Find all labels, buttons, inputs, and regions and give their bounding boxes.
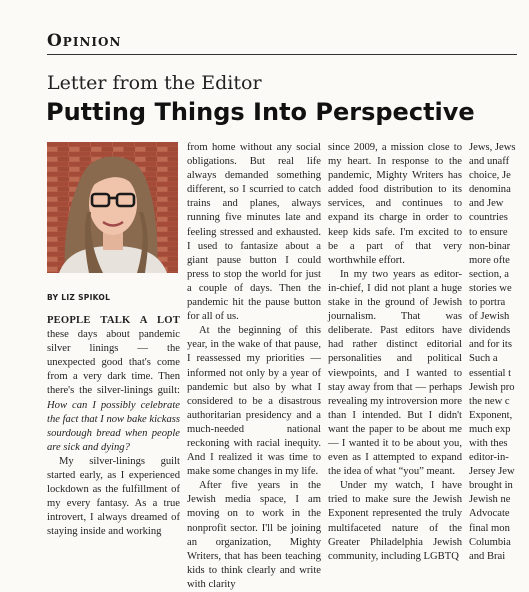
col2-para1: from home without any social obligations. But real life always demanded something different, so I scurried to catch trains and planes, always running five minutes late and feeling stressed and exhausted. I used to fantasize about a giant pause button I could press to stop the world for just a couple of days. Then the pandemic hit the pause button for all of us.: [187, 142, 321, 323]
col1-para1-text: these days about pandemic silver linings — the unexpected good that's come from a very dark time. Then there's the silver-linings guilt:: [47, 329, 180, 397]
section-rule: [47, 54, 517, 55]
col4-line: and for its: [469, 339, 512, 351]
col4-line: dividends: [469, 325, 511, 337]
lead-in: PEOPLE TALK A LOT: [47, 315, 180, 326]
col4-line: stories we: [469, 282, 512, 294]
col4-line: Exponent,: [469, 409, 513, 421]
col4-line: and Brai: [469, 550, 506, 562]
col2-para2: At the beginning of this year, in the wake of that pause, I reassessed my priorities — informed not only by a year of pandemic but also by what I considered to be a disastrous authoritarian presidency and a much-needed national reckoning with racial inequity. And I realized it was time to make some changes in my life.: [187, 325, 321, 478]
col4-line: Jersey Jew: [469, 466, 515, 478]
col4-line: section, a: [469, 268, 510, 280]
col4-line: Columbia: [469, 536, 511, 548]
kicker: Letter from the Editor: [47, 72, 262, 94]
col4-line: countries: [469, 212, 508, 224]
col1-para2: My silver-linings guilt started early, as I experienced lockdown as the fulfillment of my every fantasy. As a true introvert, I always dreamed of staying inside and working: [47, 455, 180, 538]
headline: Putting Things Into Perspective: [46, 98, 475, 126]
column-1: [47, 314, 180, 538]
col3-para1: since 2009, a mission close to my heart. In response to the pandemic, Mighty Writers has added food distribution to its services, and continues to expand its charge in order to keep kids safe. I'm excited to be a part of that very worthwhile effort.: [328, 142, 462, 266]
col4-line: to portra: [469, 297, 506, 309]
col4-line: final mon: [469, 522, 510, 534]
col4-line: the new c: [469, 395, 510, 407]
col3-para3: Under my watch, I have tried to make sure the Jewish Exponent represented the truly multifaceted nature of the Greater Philadelphia Jewish community, including LGBTQ: [328, 480, 462, 562]
column-3: [328, 141, 462, 562]
column-2: [187, 141, 321, 590]
col4-line: non-binar: [469, 240, 511, 252]
col4-line: Jews, Jews: [469, 142, 516, 153]
col4-line: more ofte: [469, 254, 510, 266]
col1-italic-quote: How can I possibly celebrate the fact that I now bake kickass sourdough bread when people are sick and dying?: [47, 399, 180, 453]
col4-line: and Jew: [469, 198, 504, 210]
col4-line: brought in: [469, 480, 513, 492]
col4-line: Jewish pro: [469, 381, 515, 393]
col4-line: editor-in-: [469, 452, 509, 464]
col4-line: Advocate: [469, 508, 510, 520]
col4-line: to ensure: [469, 226, 508, 238]
col4-line: denomina: [469, 184, 511, 196]
col2-para3: After five years in the Jewish media space, I am moving on to work in the nonprofit sector. I'll be joining an organization, Mighty Writers, that has been teaching kids to think clearly and write with clarity: [187, 480, 321, 590]
col4-line: Jewish ne: [469, 494, 511, 506]
section-title: Opinion: [47, 31, 122, 51]
column-4: [469, 141, 529, 562]
byline: BY LIZ SPIKOL: [47, 293, 111, 302]
col4-line: with thes: [469, 437, 508, 449]
author-photo: [47, 142, 178, 273]
col3-para2: In my two years as editor-in-chief, I did not plant a huge stake in the ground of Jewish journalism. That was deliberate. Past editors have had rather distinct editorial personalities and political viewpoints, and I wanted to stay away from that — perhaps revealing my introversion more than I intended. But I didn't want the paper to be about me — I wanted it to be about you, even as I attempted to expand the idea of what “you” meant.: [328, 268, 462, 478]
author-portrait: [47, 142, 178, 273]
col4-line: and unaff: [469, 156, 510, 168]
col4-line: essential t: [469, 367, 512, 379]
col4-line: of Jewish: [469, 311, 510, 323]
col4-line: much exp: [469, 423, 511, 435]
col4-line: Such a: [469, 353, 498, 365]
col4-line: choice, Je: [469, 170, 511, 182]
